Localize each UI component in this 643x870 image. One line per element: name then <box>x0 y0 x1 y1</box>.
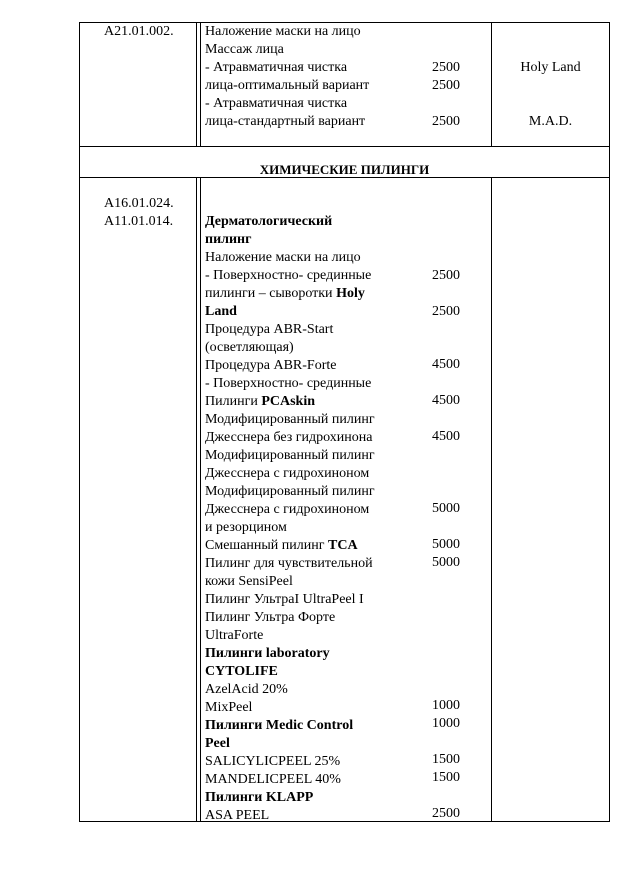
price-value: 1000 <box>432 698 460 713</box>
description-text: и резорцином <box>205 520 287 535</box>
description-text: Наложение маски на лицо <box>205 250 361 265</box>
description-line <box>205 681 288 699</box>
description-line <box>205 735 230 753</box>
description-line <box>205 717 353 735</box>
description-line <box>205 447 375 465</box>
description-text: (осветляющая) <box>205 340 294 355</box>
description-text: Процедура ABR-Start <box>205 322 334 337</box>
description-line <box>205 339 294 357</box>
description-text: ASA PEEL <box>205 808 270 823</box>
description-line <box>205 465 369 483</box>
price-value: 1000 <box>432 716 460 731</box>
description-text: Пилинг для чувствительной <box>205 556 373 571</box>
description-text: - Поверхностно- срединные <box>205 376 372 391</box>
description-line <box>205 41 284 59</box>
price-value: 2500 <box>432 60 460 75</box>
price-value: 5000 <box>432 537 460 552</box>
brand-label: Holy Land <box>520 60 581 75</box>
table-left-border <box>79 22 80 822</box>
description-text: Пилинг УльтраI UltraPeel I <box>205 592 364 607</box>
description-text: Джесснера с гидрохиноном <box>205 466 370 481</box>
description-line <box>205 573 293 591</box>
description-line <box>205 663 278 681</box>
description-line <box>205 213 332 231</box>
description-line <box>205 627 263 645</box>
description-line <box>205 77 369 95</box>
description-text: пилинг <box>205 232 252 247</box>
description-text: Джесснера с гидрохиноном <box>205 502 370 517</box>
description-line <box>205 249 361 267</box>
description-text: Пилинги KLAPP <box>205 790 314 805</box>
description-text: Модифицированный пилинг <box>205 412 375 427</box>
description-text: CYTOLIFE <box>205 664 278 679</box>
price-value: 2500 <box>432 304 460 319</box>
description-text: лица-оптимальный вариант <box>205 78 370 93</box>
description-text: Смешанный пилинг <box>205 538 328 553</box>
description-text: Наложение маски на лицо <box>205 24 361 39</box>
description-line <box>205 555 373 573</box>
description-line <box>205 231 251 249</box>
description-line <box>205 807 269 825</box>
description-line <box>205 699 252 717</box>
description-text: Массаж лица <box>205 42 284 57</box>
table-right-border <box>609 22 610 822</box>
description-text: TCA <box>328 538 358 553</box>
description-line <box>205 429 373 447</box>
brand-label: M.A.D. <box>528 114 573 129</box>
description-line <box>205 303 237 321</box>
col-divider-desc <box>200 22 201 147</box>
description-text: PCAskin <box>261 394 315 409</box>
description-text: Peel <box>205 736 230 751</box>
price-value: 4500 <box>432 393 460 408</box>
description-line <box>205 645 330 663</box>
row1-bottom-border <box>79 146 610 147</box>
description-line <box>205 285 365 303</box>
table-bottom-border <box>79 821 610 822</box>
description-line <box>205 321 333 339</box>
description-text: Джесснера без гидрохинона <box>205 430 373 445</box>
description-text: Пилинги laboratory <box>205 646 330 661</box>
price-value: 1500 <box>432 752 460 767</box>
description-text: Land <box>205 304 237 319</box>
description-line <box>205 393 315 411</box>
description-line <box>205 537 358 555</box>
service-code: A11.01.014. <box>104 214 174 229</box>
description-text: MANDELICPEEL 40% <box>205 772 341 787</box>
service-code: A16.01.024. <box>104 196 174 211</box>
description-text: MixPeel <box>205 700 253 715</box>
description-line <box>205 609 335 627</box>
description-line <box>205 267 371 285</box>
description-text: Пилинги Medic Control <box>205 718 354 733</box>
price-value: 2500 <box>432 114 460 129</box>
description-text: SALICYLICPEEL 25% <box>205 754 341 769</box>
col-divider-desc <box>200 177 201 822</box>
description-line <box>205 771 341 789</box>
description-line <box>205 789 313 807</box>
price-value: 2500 <box>432 78 460 93</box>
col-divider-code <box>196 22 197 147</box>
description-text: - Атравматичная чистка <box>205 60 348 75</box>
col-divider-code <box>196 177 197 822</box>
description-text: Процедура ABR-Forte <box>205 358 337 373</box>
description-text: пилинги – сыворотки <box>205 286 337 301</box>
description-text: Пилинг Ультра Форте <box>205 610 336 625</box>
description-text: - Атравматичная чистка <box>205 96 348 111</box>
description-line <box>205 357 336 375</box>
description-line <box>205 519 287 537</box>
price-value: 5000 <box>432 501 460 516</box>
description-text: Модифицированный пилинг <box>205 448 375 463</box>
description-line <box>205 23 361 41</box>
price-value: 4500 <box>432 429 460 444</box>
description-text: UltraForte <box>205 628 264 643</box>
price-value: 5000 <box>432 555 460 570</box>
description-line <box>205 753 340 771</box>
description-text: лица-стандартный вариант <box>205 114 366 129</box>
description-line <box>205 375 371 393</box>
price-value: 2500 <box>432 268 460 283</box>
price-value: 1500 <box>432 770 460 785</box>
description-line <box>205 59 347 77</box>
description-line <box>205 411 375 429</box>
description-line <box>205 483 375 501</box>
description-line <box>205 591 364 609</box>
description-text: Дерматологический <box>205 214 333 229</box>
description-text: AzelAcid 20% <box>205 682 288 697</box>
description-line <box>205 95 347 113</box>
price-value: 4500 <box>432 357 460 372</box>
description-line <box>205 501 369 519</box>
service-code: A21.01.002. <box>104 24 174 39</box>
description-text: Holy <box>336 286 365 301</box>
description-text: Пилинги <box>205 394 262 409</box>
price-value: 2500 <box>432 806 460 821</box>
description-line <box>205 113 365 131</box>
description-text: кожи SensiPeel <box>205 574 293 589</box>
description-text: Модифицированный пилинг <box>205 484 375 499</box>
col-divider-price <box>491 177 492 822</box>
section-title: ХИМИЧЕСКИЕ ПИЛИНГИ <box>259 162 430 177</box>
description-text: - Поверхностно- срединные <box>205 268 372 283</box>
